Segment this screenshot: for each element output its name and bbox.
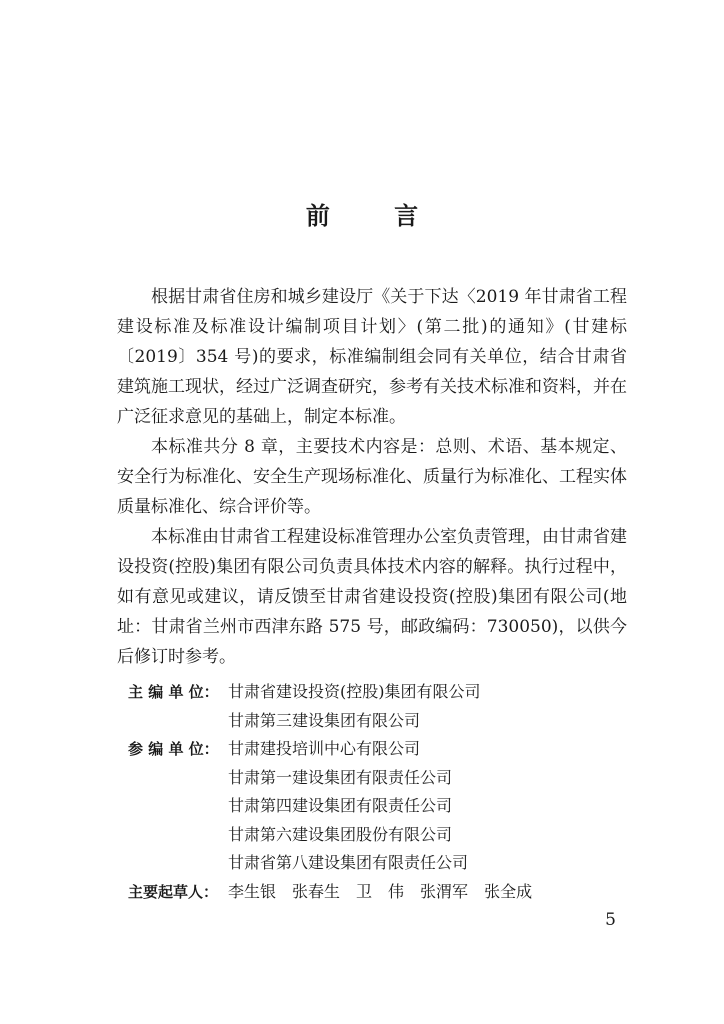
drafter-name: 卫 伟 bbox=[356, 881, 405, 901]
chief-editor-label: 主 编 单 位： bbox=[128, 683, 219, 701]
participating-label: 参 编 单 位： bbox=[128, 740, 219, 758]
chief-editor-units bbox=[128, 678, 598, 735]
main-drafters bbox=[128, 878, 598, 907]
drafter-name: 张春生 bbox=[292, 881, 341, 901]
chief-unit: 甘肃省建设投资(控股)集团有限公司 bbox=[228, 682, 481, 701]
drafter-name: 李生银 bbox=[228, 881, 277, 901]
drafter-name: 张全成 bbox=[484, 881, 533, 901]
paragraph-contents: 本标准共分 8 章，主要技术内容是：总则、术语、基本规定、安全行为标准化、安全生产现场标准化、质量行为标准化、工程实体质量标准化、综合评价等。 bbox=[117, 437, 627, 517]
participating-units bbox=[128, 735, 598, 878]
page-number: 5 bbox=[605, 910, 616, 930]
participating-unit: 甘肃省第八建设集团有限责任公司 bbox=[228, 853, 469, 872]
drafter-name: 张渭军 bbox=[420, 881, 469, 901]
chief-unit: 甘肃第三建设集团有限公司 bbox=[228, 710, 421, 730]
paragraph-management: 本标准由甘肃省工程建设标准管理办公室负责管理，由甘肃省建设投资(控股)集团有限公司负责具体技术内容的解释。执行过程中，如有意见或建议，请反馈至甘肃省建设投资(控股)集团有限公司(地址：甘肃省兰州市西津东路 575 号，邮政编码：730050)，以供今后修订时参考。 bbox=[117, 527, 627, 667]
drafters-label: 主要起草人： bbox=[128, 882, 219, 901]
preface-body bbox=[117, 282, 627, 672]
participating-unit: 甘肃第四建设集团有限责任公司 bbox=[228, 796, 453, 815]
credits-section bbox=[128, 678, 598, 906]
participating-unit: 甘肃第一建设集团有限责任公司 bbox=[228, 767, 453, 787]
participating-unit: 甘肃第六建设集团股份有限公司 bbox=[228, 824, 453, 844]
participating-unit: 甘肃建投培训中心有限公司 bbox=[228, 739, 421, 758]
page-title: 前 言 bbox=[305, 202, 447, 230]
paragraph-background: 根据甘肃省住房和城乡建设厅《关于下达〈2019 年甘肃省工程建设标准及标准设计编制项目计划〉(第二批)的通知》(甘建标〔2019〕354 号)的要求，标准编制组会同有关单位，结合甘肃省建筑施工现状，经过广泛调查研究，参考有关技术标准和资料，并在广泛征求意见的基础上，制定本标准。 bbox=[117, 287, 627, 427]
